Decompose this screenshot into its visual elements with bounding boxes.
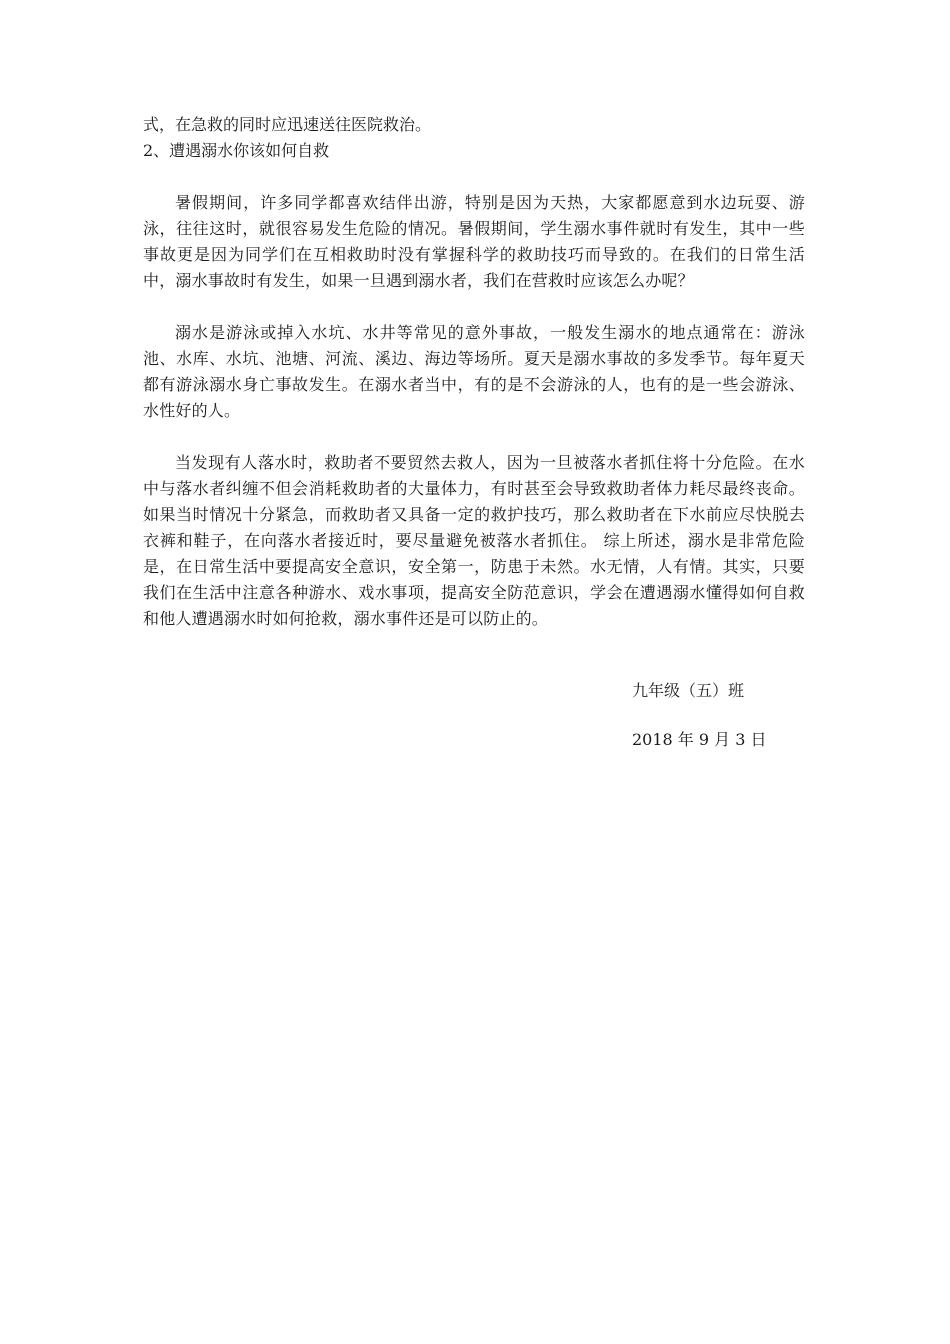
- signature-date: 2018 年 9 月 3 日: [632, 730, 767, 749]
- paragraph-1: 暑假期间，许多同学都喜欢结伴出游，特别是因为天热，大家都愿意到水边玩耍、游泳，往往这时，就很容易发生危险的情况。暑假期间，学生溺水事件就时有发生，其中一些事故更是因为同学们在互相救助时没有掌握科学的救助技巧而导致的。在我们的日常生活中，溺水事故时有发生，如果一旦遇到溺水者，我们在营救时应该怎么办呢？: [143, 193, 805, 290]
- signature-class: 九年级（五）班: [632, 681, 745, 700]
- paragraph-3: 当发现有人落水时，救助者不要贸然去救人，因为一旦被落水者抓住将十分危险。在水中与落水者纠缠不但会消耗救助者的大量体力，有时甚至会导致救助者体力耗尽最终丧命。如果当时情况十分紧急，而救助者又具备一定的救护技巧，那么救助者在下水前应尽快脱去衣裤和鞋子，在向落水者接近时，要尽量避免被落水者抓住。 综上所述，溺水是非常危险是，在日常生活中要提高安全意识，安全第一，防患于未然。水无情，人有情。其实，只要我们在生活中注意各种游水、戏水事项，提高安全防范意识，学会在遭遇溺水懂得如何自救和他人遭遇溺水时如何抢救，溺水事件还是可以防止的。: [143, 453, 805, 628]
- paragraph-2: 溺水是游泳或掉入水坑、水井等常见的意外事故，一般发生溺水的地点通常在：游泳池、水库、水坑、池塘、河流、溪边、海边等场所。夏天是溺水事故的多发季节。每年夏天都有游泳溺水身亡事故发生。在溺水者当中，有的是不会游泳的人，也有的是一些会游泳、水性好的人。: [143, 323, 805, 420]
- document-body: [143, 112, 805, 632]
- opening-line: 式，在急救的同时应迅速送往医院救治。: [143, 115, 432, 134]
- spacer: [143, 164, 805, 190]
- spacer: [143, 294, 805, 320]
- spacer: [143, 424, 805, 450]
- section-heading: 2、遭遇溺水你该如何自救: [143, 141, 330, 160]
